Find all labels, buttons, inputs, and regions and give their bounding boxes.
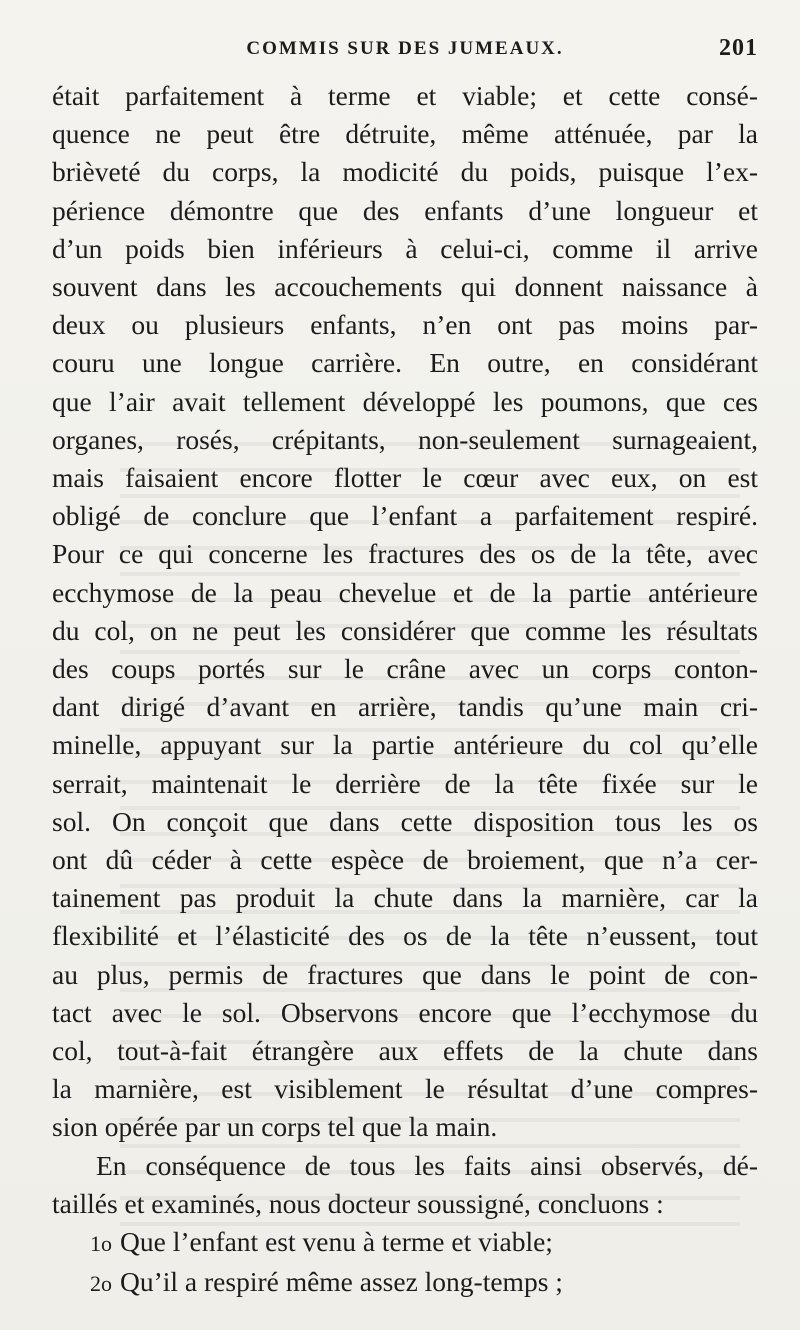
- conclusion-text: Que l’enfant est venu à terme et viable;: [120, 1226, 553, 1258]
- text-line: minelle, appuyant sur la partie antérieure du col qu’elle: [52, 729, 758, 761]
- text-line: En conséquence de tous les faits ainsi observés, dé-: [96, 1149, 758, 1181]
- running-title: COMMIS SUR DES JUMEAUX.: [246, 38, 564, 59]
- text-line: du col, on ne peut les considérer que comme les résultats: [52, 614, 758, 646]
- text-line: quence ne peut être détruite, même atténuée, par la: [52, 118, 758, 150]
- conclusion-list: [52, 1223, 758, 1303]
- text-line: col, tout-à-fait étrangère aux effets de la chute dans: [52, 1035, 758, 1067]
- text-line: était parfaitement à terme et viable; et cette consé-: [52, 80, 758, 111]
- text-line: serrait, maintenait le derrière de la tête fixée sur le: [52, 767, 758, 799]
- text-line: au plus, permis de fractures que dans le point de con-: [52, 958, 758, 990]
- text-line: ecchymose de la peau chevelue et de la partie antérieure: [52, 576, 758, 608]
- text-line: la marnière, est visiblement le résultat d’une compres-: [52, 1073, 758, 1105]
- text-line: ont dû céder à cette espèce de broiement, que n’a cer-: [52, 844, 758, 876]
- text-line: périence démontre que des enfants d’une longueur et: [52, 194, 758, 226]
- text-line: Pour ce qui concerne les fractures des os de la tête, avec: [52, 538, 758, 570]
- text-line: organes, rosés, crépitants, non-seulement surnageaient,: [52, 423, 758, 455]
- text-line: dant dirigé d’avant en arrière, tandis qu’une main cri-: [52, 691, 758, 723]
- text-line: souvent dans les accouchements qui donnent naissance à: [52, 271, 758, 303]
- paragraph-findings: [52, 77, 758, 1147]
- text-line: couru une longue carrière. En outre, en considérant: [52, 347, 758, 379]
- text-line: tainement pas produit la chute dans la marnière, car la: [52, 882, 758, 914]
- page-number: 201: [719, 35, 758, 61]
- running-head: [52, 35, 758, 68]
- text-line: mais faisaient encore flotter le cœur avec eux, on est: [52, 462, 758, 494]
- text-line: taillés et examinés, nous docteur soussigné, concluons :: [52, 1187, 664, 1219]
- text-line: tact avec le sol. Observons encore que l’ecchymose du: [52, 996, 758, 1028]
- text-line: sion opérée par un corps tel que la main.: [52, 1111, 498, 1143]
- paragraph-conclusion-intro: [52, 1147, 758, 1223]
- text-line: brièveté du corps, la modicité du poids, puisque l’ex-: [52, 156, 758, 188]
- conclusion-item: [52, 1263, 758, 1303]
- text-line: deux ou plusieurs enfants, n’en ont pas moins par-: [52, 309, 758, 341]
- text-line: flexibilité et l’élasticité des os de la tête n’eussent, tout: [52, 920, 758, 952]
- text-line: que l’air avait tellement développé les poumons, que ces: [52, 385, 758, 417]
- conclusion-item: [52, 1223, 758, 1263]
- text-line: des coups portés sur le crâne avec un corps conton-: [52, 653, 758, 685]
- conclusion-number: 2o: [90, 1271, 112, 1297]
- text-line: obligé de conclure que l’enfant a parfaitement respiré.: [52, 500, 758, 532]
- text-line: sol. On conçoit que dans cette disposition tous les os: [52, 805, 758, 837]
- conclusion-number: 1o: [90, 1231, 112, 1257]
- conclusion-text: Qu’il a respiré même assez long-temps ;: [120, 1266, 563, 1298]
- text-line: d’un poids bien inférieurs à celui-ci, comme il arrive: [52, 232, 758, 264]
- body-text: [52, 77, 758, 1304]
